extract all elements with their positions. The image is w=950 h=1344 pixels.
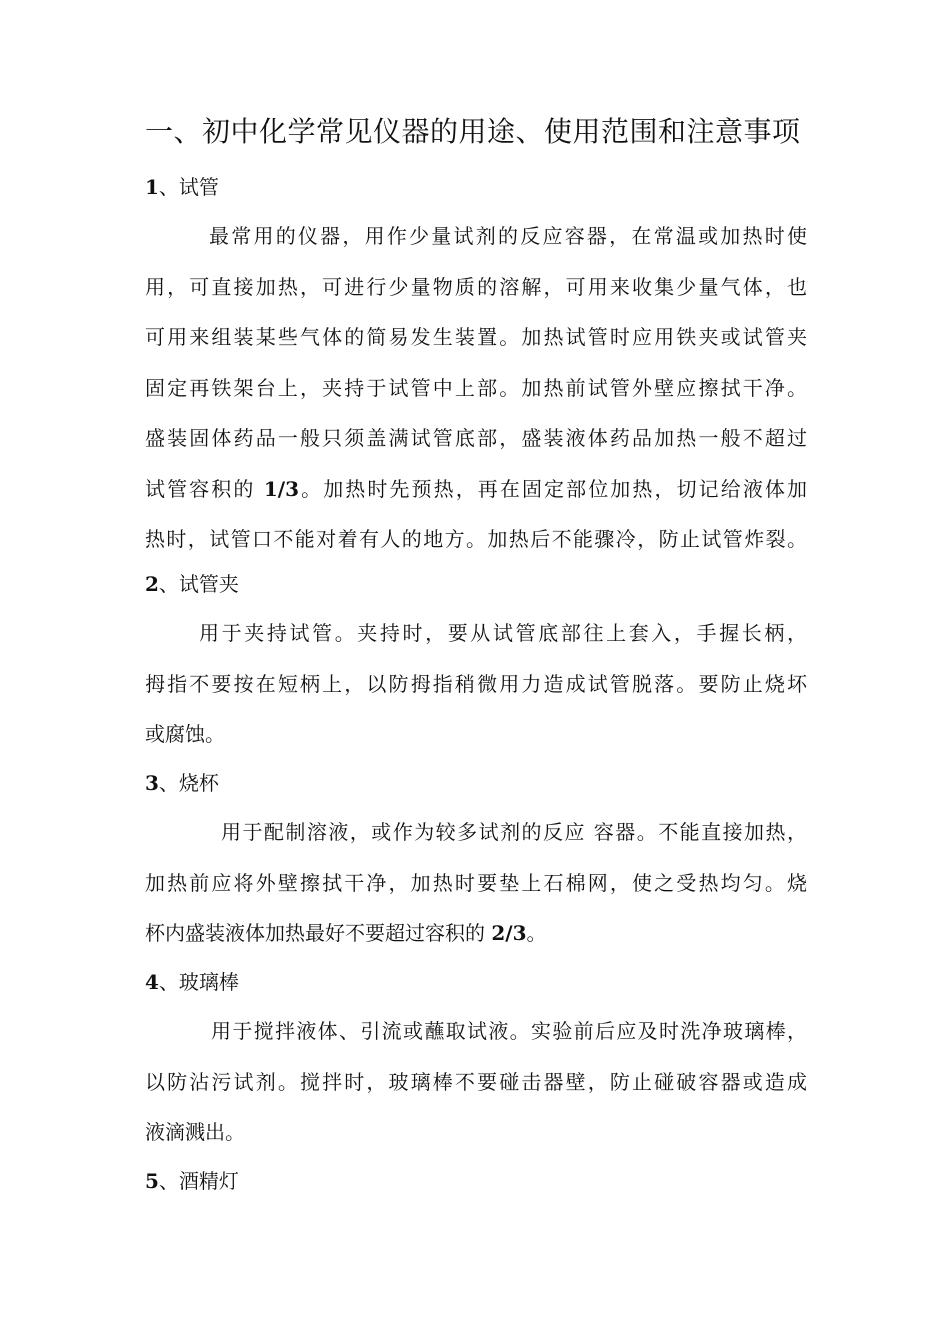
section-heading-5: [145, 1166, 239, 1196]
section-separator: 、: [158, 572, 179, 596]
section-number: 4: [145, 970, 159, 994]
paragraph-line: 试管容积的 1/3。加热时先预热，再在固定部位加热，切记给液体加: [145, 476, 807, 501]
paragraph-line: 热时，试管口不能对着有人的地方。加热后不能骤冷，防止试管炸裂。: [145, 527, 807, 551]
paragraph-line: 用于配制溶液，或作为较多试剂的反应 容器。不能直接加热，: [221, 820, 807, 844]
section-number: 3: [145, 771, 159, 795]
section-body-2: [145, 608, 807, 760]
section-heading-4: [145, 967, 239, 997]
paragraph-line: 用于搅拌液体、引流或蘸取试液。实验前后应及时洗净玻璃棒，: [211, 1019, 807, 1043]
section-heading-3: [145, 768, 219, 798]
paragraph-line: 可用来组装某些气体的简易发生装置。加热试管时应用铁夹或试管夹: [145, 325, 807, 349]
section-name: 试管夹: [178, 572, 239, 596]
section-name: 酒精灯: [178, 1169, 239, 1193]
paragraph-line: 用于夹持试管。夹持时，要从试管底部往上套入，手握长柄，: [199, 621, 807, 645]
paragraph-line: 最常用的仪器，用作少量试剂的反应容器，在常温或加热时使: [209, 224, 807, 248]
document-title: 一、初中化学常见仪器的用途、使用范围和注意事项: [145, 115, 801, 148]
paragraph-line: 或腐蚀。: [145, 722, 225, 746]
section-body-3: [145, 807, 807, 959]
paragraph-line: 加热前应将外壁擦拭干净，加热时要垫上石棉网，使之受热均匀。烧: [145, 870, 807, 895]
section-separator: 、: [158, 970, 179, 994]
section-name: 玻璃棒: [178, 970, 239, 994]
section-number: 5: [145, 1169, 159, 1193]
paragraph-line: 用，可直接加热，可进行少量物质的溶解，可用来收集少量气体，也: [145, 274, 807, 299]
paragraph-line: 拇指不要按在短柄上，以防拇指稍微用力造成试管脱落。要防止烧坏: [145, 671, 807, 696]
section-body-4: [145, 1006, 807, 1158]
section-heading-1: [145, 172, 219, 202]
section-separator: 、: [158, 771, 179, 795]
paragraph-line: 固定再铁架台上，夹持于试管中上部。加热前试管外壁应擦拭干净。: [145, 375, 807, 400]
paragraph-line: 以防沾污试剂。搅拌时，玻璃棒不要碰击器壁，防止碰破容器或造成: [145, 1069, 807, 1094]
paragraph-line: 盛装固体药品一般只须盖满试管底部，盛装液体药品加热一般不超过: [145, 426, 807, 450]
section-body-1: [145, 211, 807, 565]
section-number: 2: [145, 572, 159, 596]
section-number: 1: [145, 175, 159, 199]
section-name: 烧杯: [178, 771, 219, 795]
paragraph-line: 液滴溅出。: [145, 1120, 245, 1144]
section-separator: 、: [158, 175, 179, 199]
section-separator: 、: [158, 1169, 179, 1193]
paragraph-line: 杯内盛装液体加热最好不要超过容积的 2/3。: [145, 921, 547, 945]
section-heading-2: [145, 569, 239, 599]
section-name: 试管: [178, 175, 219, 199]
